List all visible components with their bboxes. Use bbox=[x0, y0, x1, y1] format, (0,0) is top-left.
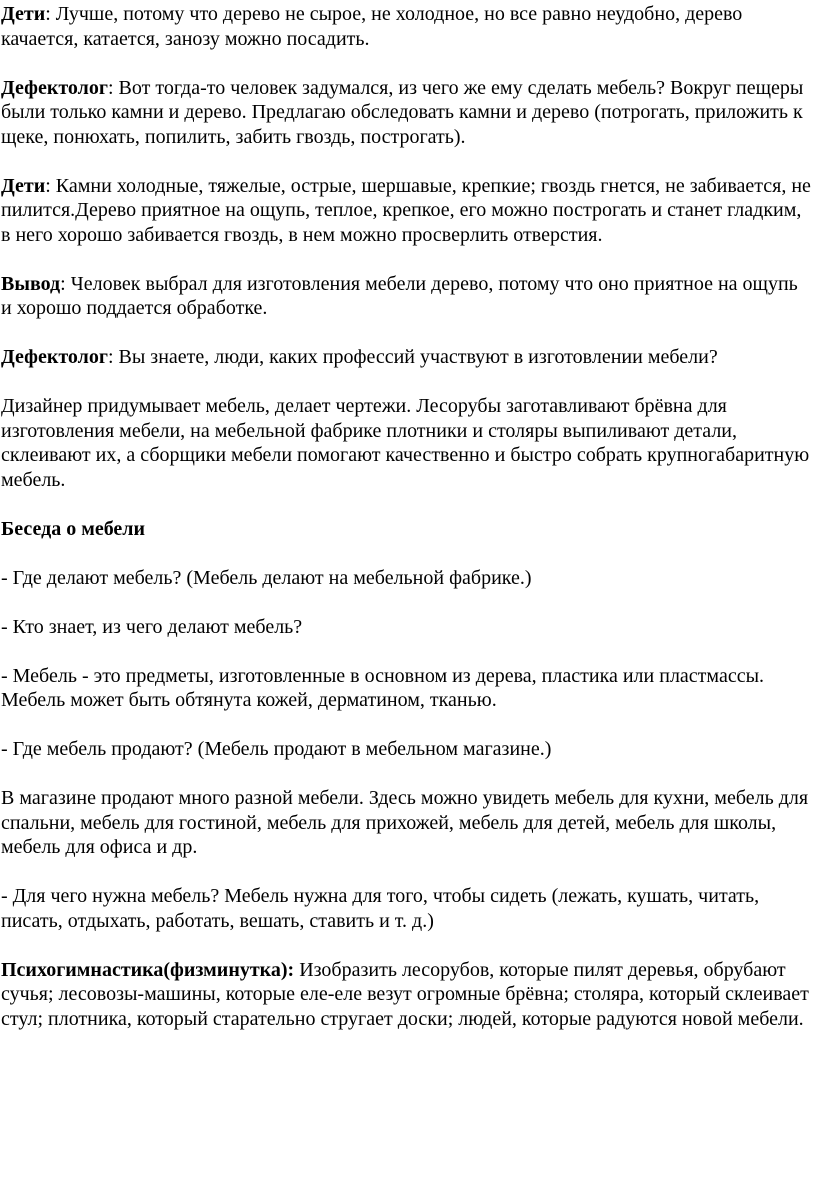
speaker-separator: : bbox=[107, 346, 114, 368]
speaker-separator: : bbox=[107, 76, 114, 99]
paragraph-text: Вы знаете, люди, каких профессий участвуют в изготовлении мебели? bbox=[113, 346, 718, 368]
paragraph-defectologist-2 bbox=[1, 345, 813, 370]
speaker-label: Дети bbox=[1, 174, 46, 197]
paragraph-text: Камни холодные, тяжелые, острые, шершавые, крепкие; гвоздь гнется, не забивается, не пилится.Дерево приятное на ощупь, теплое, крепкое, его можно построгать и станет гладким, в него хорошо забивается гвоздь, в нем можно просверлить отверстия. bbox=[1, 174, 811, 246]
paragraph-defectologist-1 bbox=[1, 76, 813, 150]
paragraph-conclusion bbox=[1, 272, 813, 321]
speaker-label: Дефектолог bbox=[1, 76, 108, 99]
question-what-for: - Для чего нужна мебель? Мебель нужна для того, чтобы сидеть (лежать, кушать, читать, писать, отдыхать, работать, вешать, ставить и т. д.) bbox=[1, 885, 760, 932]
speaker-separator: : bbox=[60, 272, 66, 295]
paragraph-text: Вот тогда-то человек задумался, из чего же ему сделать мебель? Вокруг пещеры были только камни и дерево. Предлагаю обследовать камни и дерево (потрогать, приложить к щеке, понюхать, попилить, забить гвоздь, построгать). bbox=[1, 76, 804, 148]
speaker-separator: : bbox=[45, 3, 51, 25]
paragraph-physical-exercise bbox=[1, 958, 813, 1032]
question-where-sold: - Где мебель продают? (Мебель продают в мебельном магазине.) bbox=[1, 738, 552, 760]
speaker-label: Психогимнастика(физминутка): bbox=[1, 958, 295, 981]
paragraph-children-2 bbox=[1, 174, 813, 248]
question-what-made-of: - Кто знает, из чего делают мебель? bbox=[1, 615, 303, 638]
heading-text: Беседа о мебели bbox=[1, 517, 146, 540]
speaker-label: Дефектолог bbox=[1, 346, 108, 368]
paragraph-text: Лучше, потому что дерево не сырое, не холодное, но все равно неудобно, дерево качается, катается, занозу можно посадить. bbox=[1, 3, 743, 50]
paragraph-children-1 bbox=[1, 2, 813, 51]
paragraph-text: Изобразить лесорубов, которые пилят деревья, обрубают сучья; лесовозы-машины, которые еле-еле везут огромные брёвна; столяра, который склеивает стул; плотника, который старательно стругает доски; людей, которые радуются новой мебели. bbox=[1, 958, 809, 1030]
paragraph-materials: - Мебель - это предметы, изготовленные в основном из дерева, пластика или пластмассы. Мебель может быть обтянута кожей, дерматином, тканью. bbox=[1, 664, 765, 711]
paragraph-text: Человек выбрал для изготовления мебели дерево, потому что оно приятное на ощупь и хорошо поддается обработке. bbox=[1, 272, 798, 319]
section-heading bbox=[1, 517, 813, 542]
speaker-separator: : bbox=[45, 174, 51, 197]
speaker-label: Дети bbox=[1, 3, 46, 25]
question-where-made: - Где делают мебель? (Мебель делают на мебельной фабрике.) bbox=[1, 566, 532, 589]
paragraph-store: В магазине продают много разной мебели. Здесь можно увидеть мебель для кухни, мебель для спальни, мебель для гостиной, мебель для прихожей, мебель для детей, мебель для школы, мебель для офиса и др. bbox=[1, 787, 809, 858]
speaker-label: Вывод bbox=[1, 272, 61, 295]
paragraph-professions: Дизайнер придумывает мебель, делает чертежи. Лесорубы заготавливают брёвна для изготовления мебели, на мебельной фабрике плотники и столяры выпиливают детали, склеивают их, а сборщики мебели помогают качественно и быстро собрать крупногабаритную мебель. bbox=[1, 395, 810, 491]
